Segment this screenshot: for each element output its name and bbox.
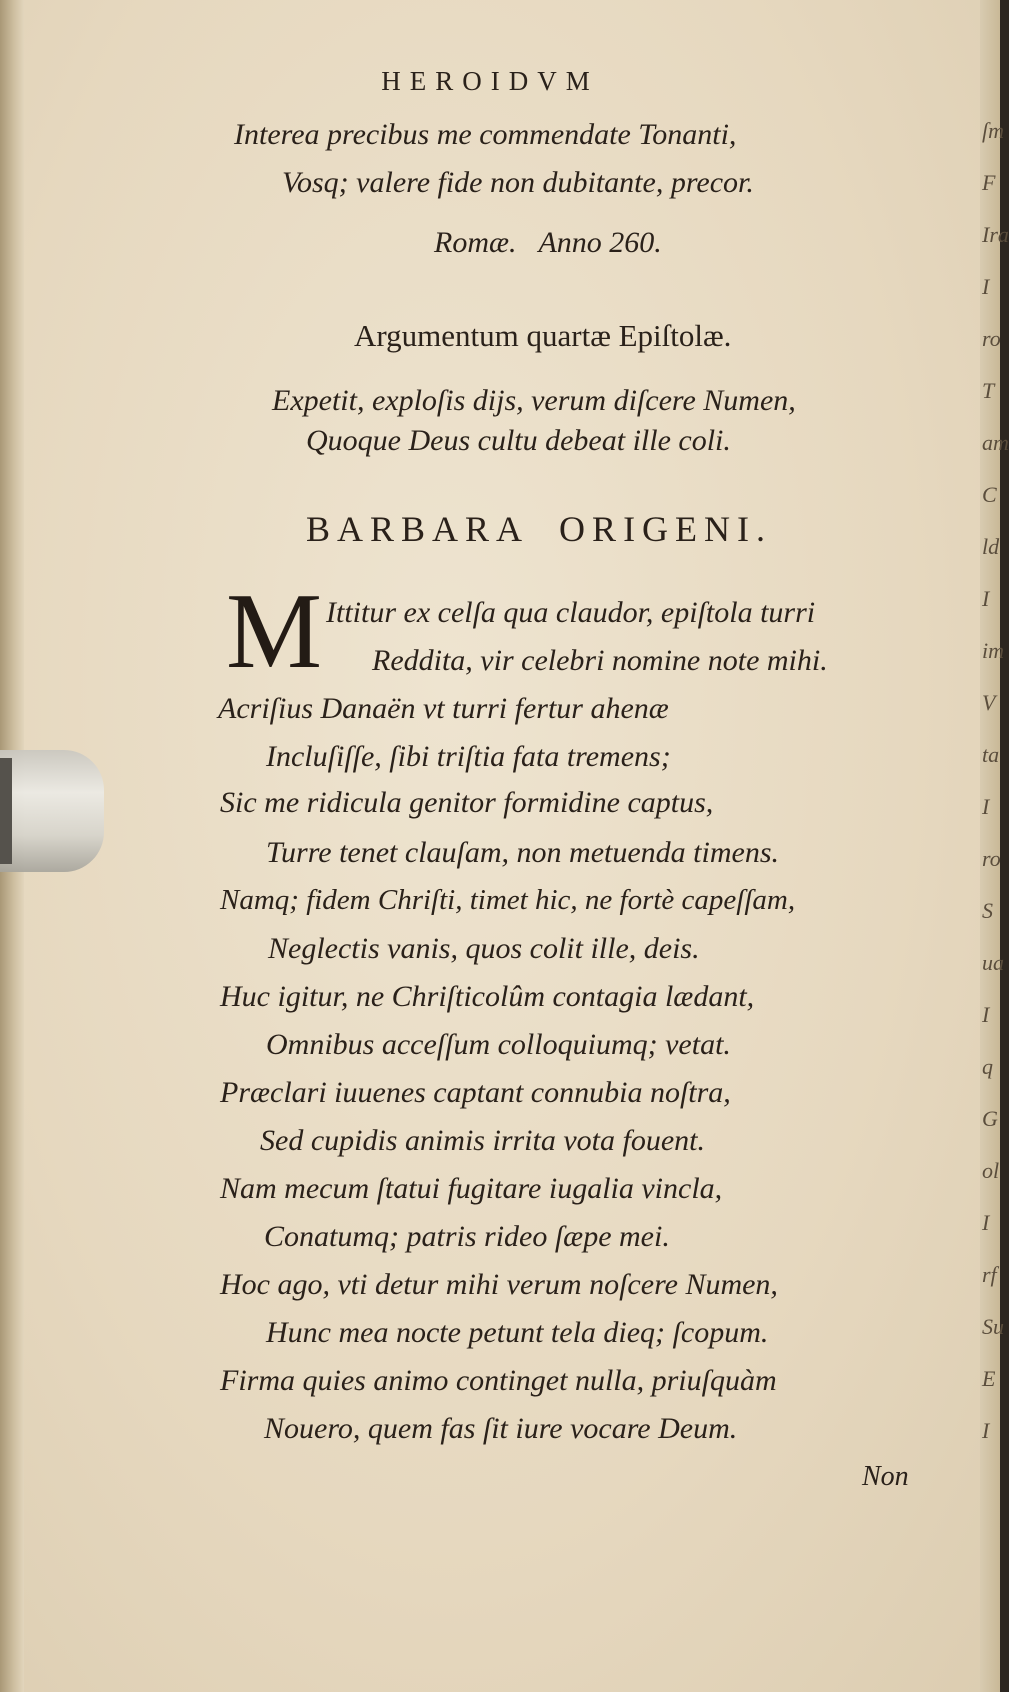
facing-page-fragment: ld <box>982 534 1000 559</box>
poem-line: Sed cupidis animis irrita vota fouent. <box>260 1124 705 1157</box>
facing-page-fragment: Ira <box>982 222 1009 247</box>
facing-page-fragment: F <box>982 170 996 195</box>
facing-page-fragment: I <box>982 274 990 299</box>
facing-page-fragment: ſm <box>982 118 1004 143</box>
facing-page-fragment: E <box>982 1366 996 1391</box>
running-head: HEROIDVM <box>381 66 599 96</box>
facing-page-fragment: V <box>982 690 996 715</box>
poem-line: Reddita, vir celebri nomine note mihi. <box>372 644 828 677</box>
argument-heading: Argumentum quartæ Epiſtolæ. <box>354 318 732 353</box>
facing-page-fragment: I <box>982 1210 990 1235</box>
facing-page-fragment: I <box>982 586 990 611</box>
facing-page-fragment: I <box>982 1002 990 1027</box>
facing-page-fragment: ta <box>982 742 1000 767</box>
epistle-title: BARBARA ORIGENI. <box>306 509 773 549</box>
facing-page-fragment: C <box>982 482 997 507</box>
poem-line: Incluſiſſe, ſibi triſtia fata tremens; <box>266 740 671 773</box>
argument-line: Quoque Deus cultu debeat ille coli. <box>306 424 731 457</box>
facing-page-fragment: I <box>982 794 990 819</box>
facing-page-fragment: im <box>982 638 1004 663</box>
poem-line: Huc igitur, ne Chriſticolûm contagia lædant, <box>220 980 755 1013</box>
facing-page-fragment: am <box>982 430 1009 455</box>
poem-line: Nouero, quem fas ſit iure vocare Deum. <box>264 1412 738 1445</box>
facing-page-fragment: T <box>982 378 995 403</box>
facing-page-fragment: G <box>982 1106 998 1131</box>
facing-page-fragment: q <box>982 1054 993 1079</box>
facing-page-fragment: ol <box>982 1158 1000 1183</box>
facing-page-fragment: ua <box>982 950 1004 975</box>
dateline: Romæ. Anno 260. <box>434 226 662 259</box>
page-clip-shadow <box>0 758 12 864</box>
facing-page-fragment: S <box>982 898 993 923</box>
poem-line: Ittitur ex celſa qua claudor, epiſtola turri <box>326 596 816 629</box>
facing-page-fragment: rf <box>982 1262 997 1287</box>
closing-line: Interea precibus me commendate Tonanti, <box>234 118 737 151</box>
poem-line: Præclari iuuenes captant connubia noſtra, <box>220 1076 731 1109</box>
poem-line: Omnibus acceſſum colloquiumq; vetat. <box>266 1028 731 1061</box>
poem-line: Acriſius Danaën vt turri fertur ahenæ <box>218 692 669 725</box>
poem-line: Nam mecum ſtatui fugitare iugalia vincla, <box>220 1172 723 1205</box>
facing-page-fragment: Su <box>982 1314 1004 1339</box>
poem-line: Neglectis vanis, quos colit ille, deis. <box>268 932 700 965</box>
poem-line: Hunc mea nocte petunt tela dieq; ſcopum. <box>266 1316 769 1349</box>
drop-initial: M <box>226 572 323 691</box>
page-clip <box>0 750 104 872</box>
closing-line: Vosq; valere fide non dubitante, precor. <box>282 166 754 199</box>
facing-page-fragment: ro <box>982 326 1001 351</box>
poem-line: Turre tenet clauſam, non metuenda timens. <box>266 836 779 869</box>
facing-page-fragment: ro <box>982 846 1001 871</box>
poem-line: Firma quies animo continget nulla, priuſquàm <box>220 1364 777 1397</box>
poem-line: Hoc ago, vti detur mihi verum noſcere Numen, <box>220 1268 778 1301</box>
catchword: Non <box>862 1461 909 1492</box>
poem-line: Namq; fidem Chriſti, timet hic, ne fortè capeſſam, <box>220 884 796 916</box>
poem-line: Conatumq; patris rideo ſæpe mei. <box>264 1220 670 1253</box>
argument-line: Expetit, exploſis dijs, verum diſcere Numen, <box>272 384 796 417</box>
facing-page-fragment: I <box>982 1418 990 1443</box>
poem-line: Sic me ridicula genitor formidine captus, <box>220 786 714 819</box>
